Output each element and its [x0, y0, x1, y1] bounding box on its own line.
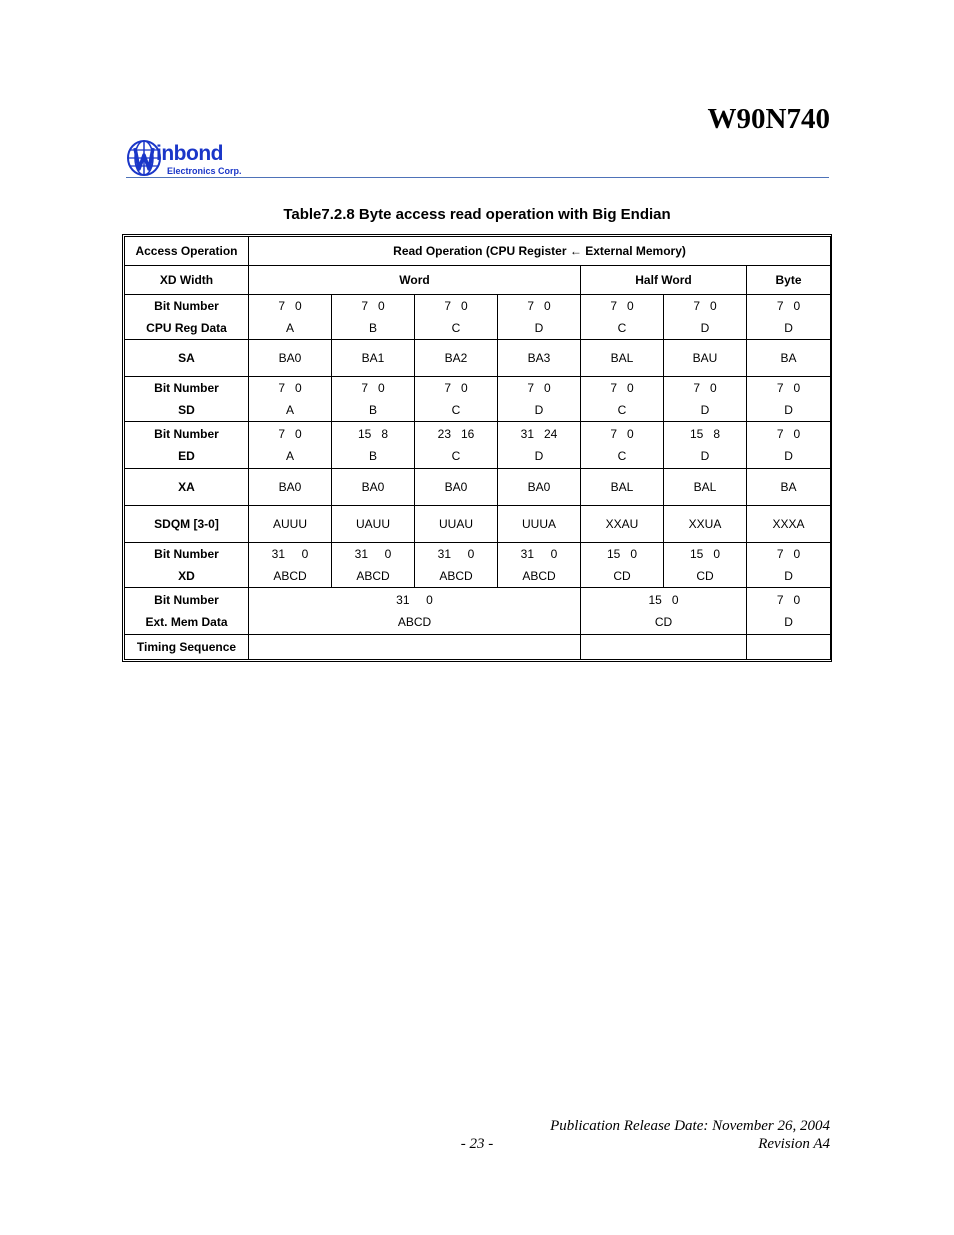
- table-cell: 7 0 D: [664, 377, 747, 422]
- table-row-xd-width: [125, 266, 831, 295]
- winbond-logo: [126, 139, 256, 179]
- table-cell: 7 0 C: [415, 377, 498, 422]
- table-cell: 7 0 D: [498, 377, 581, 422]
- table-cell: BA: [747, 340, 831, 377]
- table-cell: [581, 635, 747, 660]
- table-cell: BAU: [664, 340, 747, 377]
- row-label: SA: [125, 340, 249, 377]
- table-cell: 7 0 D: [498, 295, 581, 340]
- table-cell: 7 0 C: [581, 295, 664, 340]
- table-cell: 7 0 D: [747, 295, 831, 340]
- byte-access-table: [124, 236, 831, 660]
- table-row-ed: [125, 422, 831, 469]
- row-label: XA: [125, 469, 249, 506]
- document-title: W90N740: [707, 103, 830, 135]
- table-row-sdqm: [125, 506, 831, 543]
- table-cell: BA0: [249, 469, 332, 506]
- table-cell: 15 0 CD: [581, 588, 747, 635]
- table-cell: XXUA: [664, 506, 747, 543]
- table-cell: 31 0 ABCD: [332, 543, 415, 588]
- table-cell: 31 0 ABCD: [415, 543, 498, 588]
- table-cell: 15 0 CD: [581, 543, 664, 588]
- table-cell: 7 0 D: [664, 295, 747, 340]
- row-label: Bit Number CPU Reg Data: [125, 295, 249, 340]
- table-cell: BA3: [498, 340, 581, 377]
- table-cell: 31 0 ABCD: [249, 543, 332, 588]
- logo-subtitle: Electronics Corp.: [167, 166, 242, 176]
- table-cell: AUUU: [249, 506, 332, 543]
- width-byte: Byte: [747, 266, 831, 295]
- table-row-xa: [125, 469, 831, 506]
- table-cell: 31 24 D: [498, 422, 581, 469]
- table-cell: 7 0 C: [581, 422, 664, 469]
- table-cell: 7 0 B: [332, 377, 415, 422]
- table-row-cpu-reg: [125, 295, 831, 340]
- table-cell: BAL: [664, 469, 747, 506]
- table-cell: 7 0 C: [581, 377, 664, 422]
- table-cell: 31 0 ABCD: [249, 588, 581, 635]
- width-half-word: Half Word: [581, 266, 747, 295]
- header-divider: [126, 177, 829, 178]
- table-cell: UUAU: [415, 506, 498, 543]
- table-cell: 23 16 C: [415, 422, 498, 469]
- table-cell: 7 0 D: [747, 377, 831, 422]
- row-label: Access Operation: [125, 237, 249, 266]
- publication-date: Publication Release Date: November 26, 2004: [550, 1118, 830, 1134]
- table-cell: BA1: [332, 340, 415, 377]
- table-cell: XXAU: [581, 506, 664, 543]
- table-cell: [747, 635, 831, 660]
- table-cell: BA2: [415, 340, 498, 377]
- table-cell: 7 0 A: [249, 295, 332, 340]
- table-row-ext-mem: [125, 588, 831, 635]
- table-cell: BAL: [581, 340, 664, 377]
- table-row-sd: [125, 377, 831, 422]
- table-row-timing: [125, 635, 831, 660]
- row-label: Bit Number SD: [125, 377, 249, 422]
- row-label: Timing Sequence: [125, 635, 249, 660]
- table-cell: BA0: [332, 469, 415, 506]
- table-cell: 7 0 D: [747, 588, 831, 635]
- row-label: XD Width: [125, 266, 249, 295]
- table-row-sa: [125, 340, 831, 377]
- table-frame: [122, 234, 832, 662]
- access-operation-value: Read Operation (CPU Register ← External Memory): [249, 237, 831, 266]
- table-cell: BA: [747, 469, 831, 506]
- table-cell: BA0: [498, 469, 581, 506]
- row-label: SDQM [3-0]: [125, 506, 249, 543]
- logo-wordmark: inbond: [156, 142, 223, 165]
- table-caption: Table7.2.8 Byte access read operation with Big Endian: [283, 206, 671, 223]
- row-label: Bit Number Ext. Mem Data: [125, 588, 249, 635]
- table-cell: 31 0 ABCD: [498, 543, 581, 588]
- table-cell: 7 0 D: [747, 543, 831, 588]
- table-cell: 7 0 B: [332, 295, 415, 340]
- revision-label: Revision A4: [758, 1136, 830, 1152]
- table-cell: 15 8 B: [332, 422, 415, 469]
- table-row-xd: [125, 543, 831, 588]
- row-label: Bit Number XD: [125, 543, 249, 588]
- table-cell: 7 0 D: [747, 422, 831, 469]
- table-cell: UUUA: [498, 506, 581, 543]
- table-cell: UAUU: [332, 506, 415, 543]
- table-cell: 7 0 A: [249, 377, 332, 422]
- width-word: Word: [249, 266, 581, 295]
- table-cell: BA0: [249, 340, 332, 377]
- table-cell: 15 0 CD: [664, 543, 747, 588]
- table-cell: BA0: [415, 469, 498, 506]
- table-cell: 15 8 D: [664, 422, 747, 469]
- table-cell: [249, 635, 581, 660]
- table-cell: XXXA: [747, 506, 831, 543]
- table-row-access-operation: [125, 237, 831, 266]
- page-number: - 23 -: [460, 1136, 494, 1152]
- table-cell: 7 0 A: [249, 422, 332, 469]
- table-cell: BAL: [581, 469, 664, 506]
- row-label: Bit Number ED: [125, 422, 249, 469]
- table-cell: 7 0 C: [415, 295, 498, 340]
